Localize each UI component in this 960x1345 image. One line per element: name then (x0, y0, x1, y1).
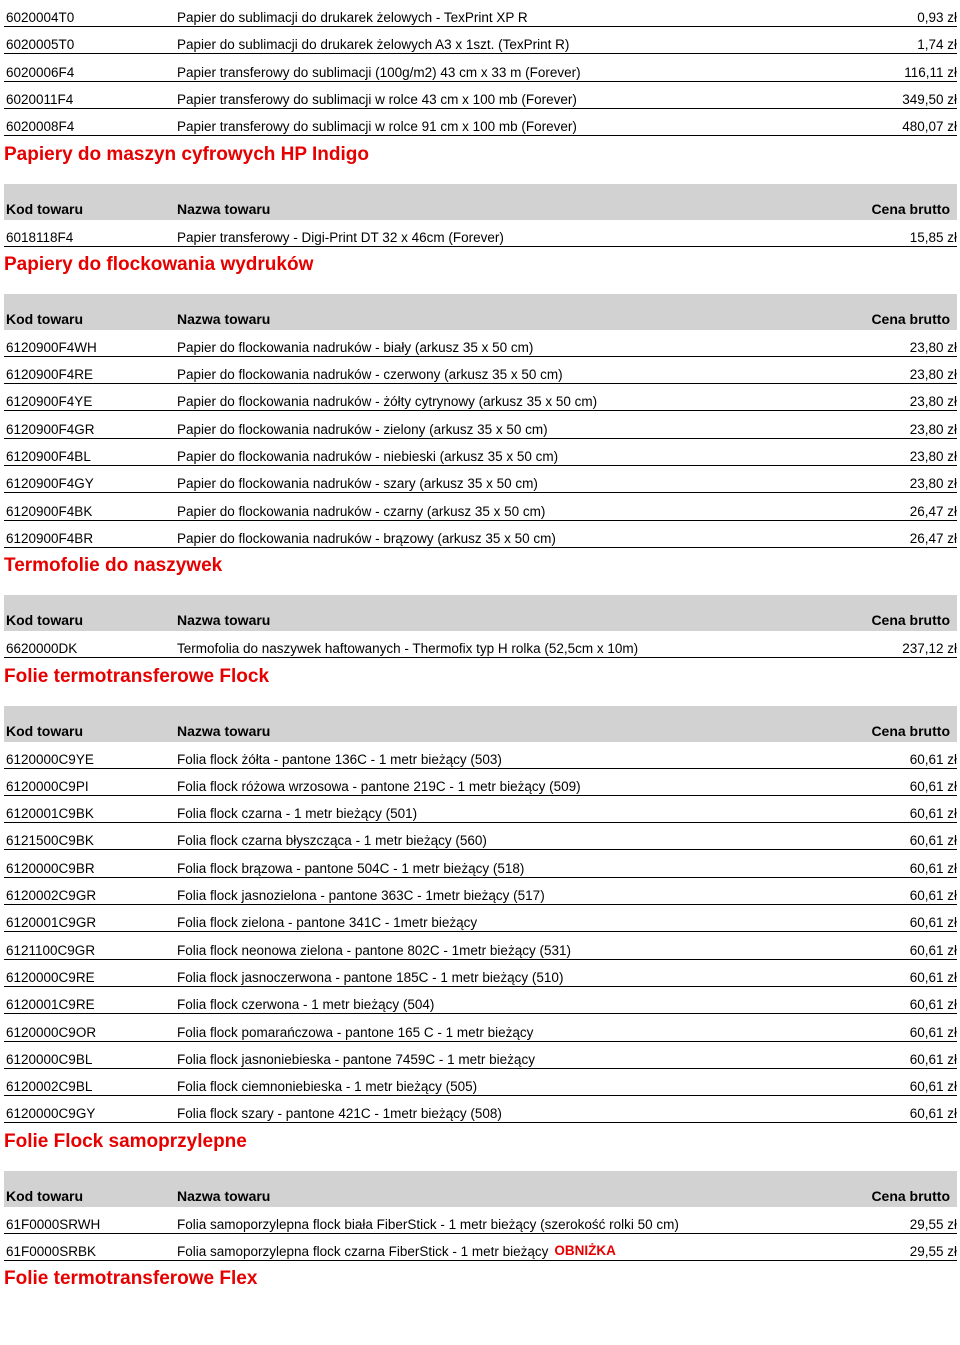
product-name: Papier do flockowania nadruków - czarny (arkusz 35 x 50 cm) (177, 503, 546, 519)
product-code: 6120000C9BL (6, 1051, 93, 1067)
product-name: Papier transferowy do sublimacji w rolce 43 cm x 100 mb (Forever) (177, 91, 577, 107)
table-row (4, 851, 957, 878)
table-row (4, 384, 957, 411)
product-code: 6020004T0 (6, 10, 75, 25)
product-code: 6020011F4 (6, 91, 74, 107)
header-name: Nazwa towaru (177, 310, 271, 327)
product-code: 6120900F4YE (6, 394, 93, 410)
product-code: 6120900F4RE (6, 367, 94, 383)
product-price: 29,55 zł (909, 1244, 957, 1259)
product-name: Folia flock czarna błyszcząca - 1 metr bieżący (560) (177, 833, 487, 849)
header-name: Nazwa towaru (177, 200, 271, 217)
product-name: Folia flock neonowa zielona - pantone 802C - 1metr bieżący (531) (177, 942, 571, 958)
product-name: Papier transferowy do sublimacji w rolce 91 cm x 100 mb (Forever) (177, 119, 577, 135)
table-row (4, 1015, 957, 1042)
product-code: 6120002C9GR (6, 888, 97, 903)
product-price: 60,61 zł (909, 860, 957, 876)
header-name: Nazwa towaru (177, 612, 271, 629)
product-price: 60,61 zł (909, 833, 957, 849)
product-code: 6020008F4 (6, 119, 75, 135)
table-row (4, 878, 957, 905)
product-price: 60,61 zł (909, 915, 957, 931)
product-price: 60,61 zł (909, 751, 957, 767)
section-title: Folie termotransferowe Flock (4, 665, 270, 687)
table-row (4, 439, 957, 466)
product-price: 60,61 zł (909, 1079, 957, 1095)
product-code: 6120000C9YE (6, 751, 94, 767)
product-code: 6120900F4GR (6, 421, 95, 437)
header-code: Kod towaru (6, 612, 83, 629)
header-price: Cena brutto (871, 722, 950, 739)
table-header (4, 706, 957, 742)
product-price: 60,61 zł (909, 1051, 957, 1067)
product-code: 6120001C9BK (6, 806, 94, 822)
product-price: 26,47 zł (909, 530, 957, 546)
product-name: Papier do flockowania nadruków - czerwony (arkusz 35 x 50 cm) (177, 367, 563, 383)
product-name: Folia flock pomarańczowa - pantone 165 C - 1 metr bieżący (177, 1024, 534, 1040)
discount-badge: OBNIŻKA (554, 1243, 616, 1258)
product-price: 0,93 zł (917, 10, 957, 25)
product-code: 6120900F4BL (6, 449, 91, 464)
product-price: 116,11 zł (904, 64, 957, 80)
product-price: 15,85 zł (909, 229, 957, 245)
table-row (4, 1207, 957, 1234)
product-name: Papier do flockowania nadruków - brązowy (arkusz 35 x 50 cm) (177, 530, 556, 546)
product-code: 6020005T0 (6, 37, 75, 53)
product-name: Folia samoporzylepna flock czarna FiberStick - 1 metr bieżący OBNIŻKA (177, 1243, 616, 1259)
table-row (4, 357, 957, 384)
product-code: 6120900F4GY (6, 476, 94, 492)
product-name: Folia flock zielona - pantone 341C - 1metr bieżący (177, 915, 478, 931)
product-code: 6018118F4 (6, 229, 74, 245)
section-title: Termofolie do naszywek (4, 555, 223, 577)
table-row (4, 27, 957, 54)
table-row (4, 1234, 957, 1261)
table-row (4, 631, 957, 658)
product-name: Folia flock żółta - pantone 136C - 1 metr bieżący (503) (177, 751, 502, 767)
product-code: 6120900F4BK (6, 503, 93, 519)
product-code: 6120001C9GR (6, 915, 97, 931)
product-name: Papier do sublimacji do drukarek żelowych - TexPrint XP R (177, 10, 528, 25)
product-code: 6120000C9PI (6, 778, 89, 794)
header-price: Cena brutto (871, 310, 950, 327)
table-row (4, 109, 957, 136)
product-name: Papier transferowy - Digi-Print DT 32 x 46cm (Forever) (177, 229, 504, 245)
product-price: 60,61 zł (909, 806, 957, 822)
product-name: Folia flock brązowa - pantone 504C - 1 metr bieżący (518) (177, 860, 525, 876)
table-header (4, 1171, 957, 1207)
product-name: Folia samoporzylepna flock biała FiberStick - 1 metr bieżący (szerokość rolki 50 cm) (177, 1216, 679, 1232)
product-code: 61F0000SRWH (6, 1216, 101, 1232)
product-price: 23,80 zł (909, 367, 957, 383)
section-title: Papiery do flockowania wydruków (4, 253, 314, 275)
product-name: Folia flock jasnozielona - pantone 363C - 1metr bieżący (517) (177, 888, 545, 903)
product-code: 6120900F4WH (6, 339, 97, 355)
table-row (4, 769, 957, 796)
product-name: Papier do flockowania nadruków - biały (arkusz 35 x 50 cm) (177, 339, 534, 355)
product-name: Folia flock jasnoczerwona - pantone 185C - 1 metr bieżący (510) (177, 969, 564, 985)
product-code: 6120000C9BR (6, 860, 95, 876)
table-row (4, 412, 957, 439)
product-name: Papier do flockowania nadruków - zielony (arkusz 35 x 50 cm) (177, 421, 548, 437)
product-name: Folia flock różowa wrzosowa - pantone 219C - 1 metr bieżący (509) (177, 778, 581, 794)
product-price: 349,50 zł (902, 91, 957, 107)
table-row (4, 796, 957, 823)
product-code: 6120900F4BR (6, 530, 94, 546)
product-price: 1,74 zł (917, 37, 957, 53)
product-name: Papier do flockowania nadruków - szary (arkusz 35 x 50 cm) (177, 476, 538, 492)
header-code: Kod towaru (6, 200, 83, 217)
table-row (4, 82, 957, 109)
header-code: Kod towaru (6, 722, 83, 739)
product-price: 60,61 zł (909, 997, 957, 1013)
product-price: 29,55 zł (909, 1216, 957, 1232)
header-price: Cena brutto (871, 200, 950, 217)
header-price: Cena brutto (871, 612, 950, 629)
table-row (4, 330, 957, 357)
product-code: 6120000C9GY (6, 1106, 96, 1122)
product-price: 26,47 zł (909, 503, 957, 519)
table-header (4, 184, 957, 220)
table-row (4, 1096, 957, 1123)
product-name: Folia flock czarna - 1 metr bieżący (501) (177, 806, 418, 822)
product-price: 23,80 zł (909, 421, 957, 437)
product-code: 6020006F4 (6, 64, 75, 80)
table-row (4, 1042, 957, 1069)
product-price: 60,61 zł (909, 1106, 957, 1122)
table-row (4, 466, 957, 493)
table-row (4, 823, 957, 850)
table-row (4, 933, 957, 960)
header-price: Cena brutto (871, 1187, 950, 1204)
header-code: Kod towaru (6, 310, 83, 327)
header-code: Kod towaru (6, 1187, 83, 1204)
product-price: 60,61 zł (909, 778, 957, 794)
section-title: Papiery do maszyn cyfrowych HP Indigo (4, 143, 369, 165)
table-row (4, 521, 957, 548)
product-name: Folia flock jasnoniebieska - pantone 7459C - 1 metr bieżący (177, 1051, 535, 1067)
section-title: Folie Flock samoprzylepne (4, 1130, 247, 1152)
product-price: 60,61 zł (909, 888, 957, 903)
product-code: 6120000C9OR (6, 1024, 97, 1040)
table-row (4, 220, 957, 247)
product-name: Folia flock ciemnoniebieska - 1 metr bieżący (505) (177, 1079, 478, 1095)
table-row (4, 905, 957, 932)
product-price: 23,80 zł (909, 449, 957, 464)
product-name: Papier transferowy do sublimacji (100g/m2) 43 cm x 33 m (Forever) (177, 64, 581, 80)
product-code: 6121500C9BK (6, 833, 94, 849)
product-price: 60,61 zł (909, 969, 957, 985)
table-row (4, 494, 957, 521)
product-price: 60,61 zł (909, 1024, 957, 1040)
product-name: Papier do flockowania nadruków - żółty cytrynowy (arkusz 35 x 50 cm) (177, 394, 598, 410)
table-header (4, 294, 957, 330)
product-price: 23,80 zł (909, 339, 957, 355)
product-code: 6120002C9BL (6, 1079, 93, 1095)
product-price: 480,07 zł (902, 119, 957, 135)
table-row (4, 55, 957, 82)
product-code: 6120000C9RE (6, 969, 95, 985)
product-name: Papier do flockowania nadruków - niebieski (arkusz 35 x 50 cm) (177, 449, 559, 464)
product-price: 23,80 zł (909, 394, 957, 410)
product-price: 23,80 zł (909, 476, 957, 492)
product-price: 237,12 zł (902, 641, 957, 657)
table-header (4, 595, 957, 631)
table-row (4, 1069, 957, 1096)
table-row (4, 960, 957, 987)
table-row (4, 987, 957, 1014)
product-price: 60,61 zł (909, 942, 957, 958)
header-name: Nazwa towaru (177, 722, 271, 739)
header-name: Nazwa towaru (177, 1187, 271, 1204)
product-code: 6120001C9RE (6, 997, 95, 1013)
product-name: Folia flock czerwona - 1 metr bieżący (504) (177, 997, 435, 1013)
product-name: Termofolia do naszywek haftowanych - Thermofix typ H rolka (52,5cm x 10m) (177, 641, 639, 657)
product-name: Papier do sublimacji do drukarek żelowych A3 x 1szt. (TexPrint R) (177, 37, 570, 53)
product-name: Folia flock szary - pantone 421C - 1metr bieżący (508) (177, 1106, 502, 1122)
table-row (4, 0, 957, 27)
product-code: 6121100C9GR (6, 942, 96, 958)
section-title: Folie termotransferowe Flex (4, 1268, 258, 1290)
table-row (4, 742, 957, 769)
product-code: 61F0000SRBK (6, 1244, 97, 1259)
product-code: 6620000DK (6, 641, 78, 657)
